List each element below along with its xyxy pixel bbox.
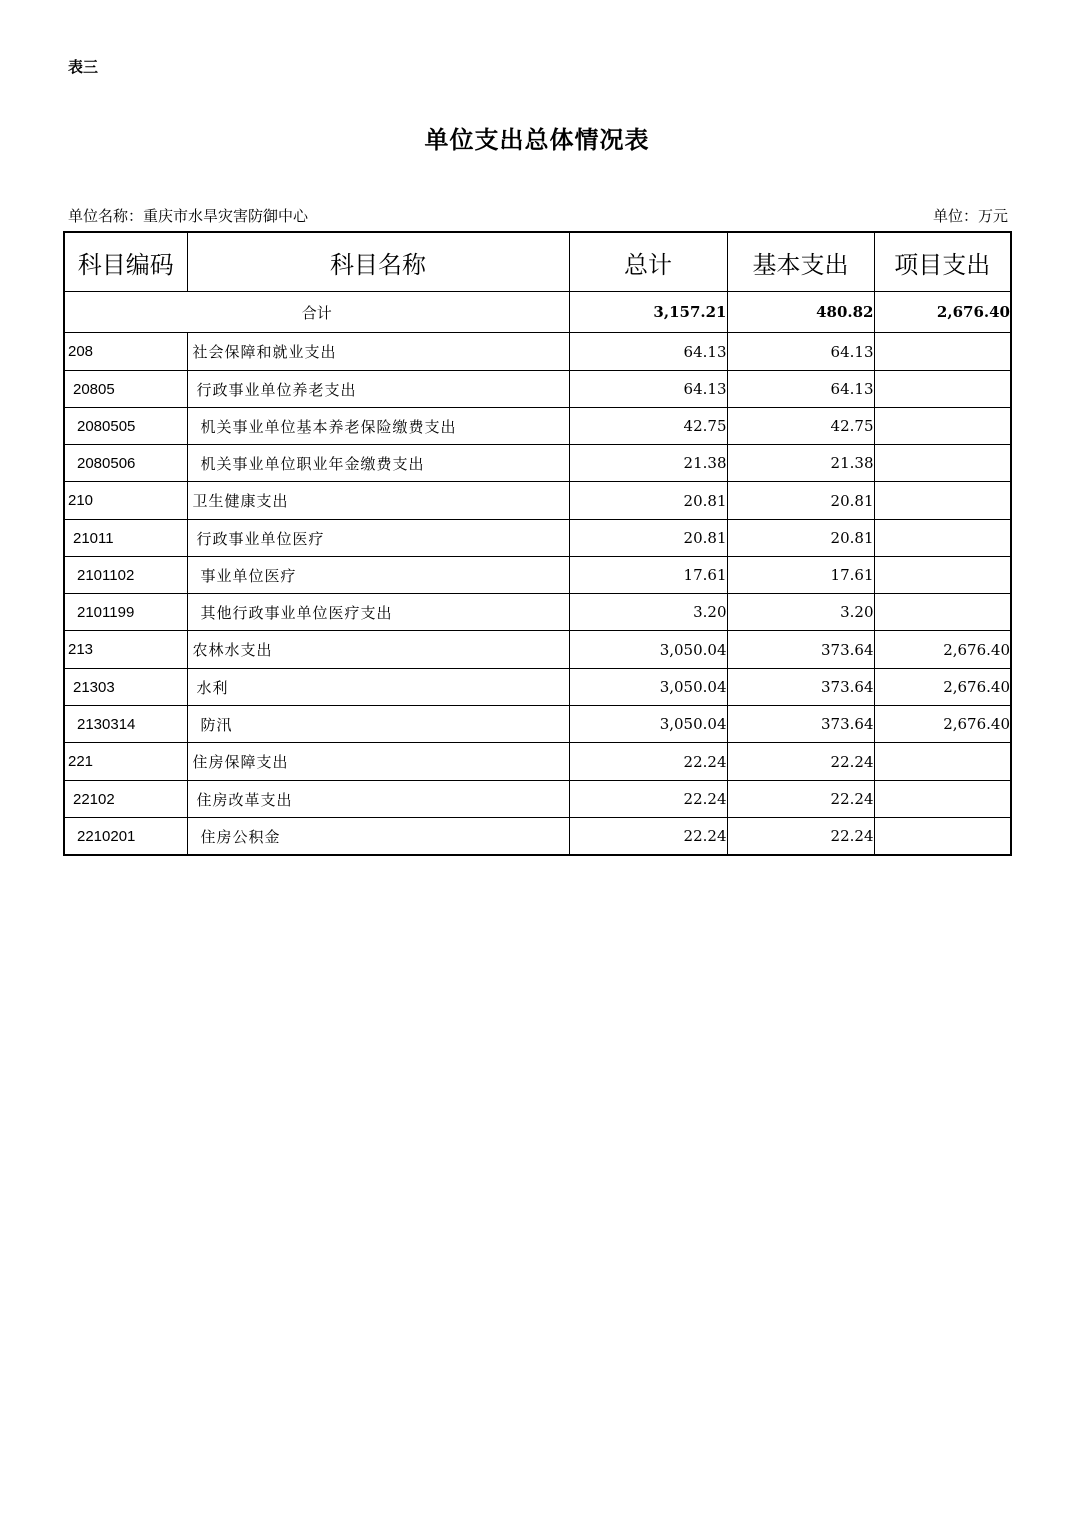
row-total: 64.13 bbox=[569, 371, 727, 408]
row-name: 防汛 bbox=[187, 706, 569, 743]
table-row bbox=[64, 482, 1011, 520]
row-project bbox=[874, 482, 1011, 520]
table-row bbox=[64, 818, 1011, 856]
table-row bbox=[64, 781, 1011, 818]
row-basic: 373.64 bbox=[727, 669, 874, 706]
row-total: 17.61 bbox=[569, 557, 727, 594]
row-total: 42.75 bbox=[569, 408, 727, 445]
row-basic: 373.64 bbox=[727, 631, 874, 669]
row-code: 2210201 bbox=[64, 818, 187, 856]
row-code: 208 bbox=[64, 333, 187, 371]
row-code: 20805 bbox=[64, 371, 187, 408]
table-row bbox=[64, 557, 1011, 594]
row-name: 社会保障和就业支出 bbox=[187, 333, 569, 371]
row-code: 221 bbox=[64, 743, 187, 781]
row-code: 21303 bbox=[64, 669, 187, 706]
row-name: 水利 bbox=[187, 669, 569, 706]
row-project bbox=[874, 557, 1011, 594]
row-code: 21011 bbox=[64, 520, 187, 557]
row-project bbox=[874, 408, 1011, 445]
table-row bbox=[64, 445, 1011, 482]
row-total: 22.24 bbox=[569, 743, 727, 781]
row-code: 2080506 bbox=[64, 445, 187, 482]
header-basic: 基本支出 bbox=[727, 232, 874, 292]
row-project bbox=[874, 781, 1011, 818]
total-row bbox=[64, 292, 1011, 333]
row-project bbox=[874, 371, 1011, 408]
row-total: 20.81 bbox=[569, 482, 727, 520]
table-row bbox=[64, 631, 1011, 669]
row-code: 210 bbox=[64, 482, 187, 520]
row-basic: 64.13 bbox=[727, 371, 874, 408]
row-project bbox=[874, 818, 1011, 856]
row-name: 机关事业单位基本养老保险缴费支出 bbox=[187, 408, 569, 445]
total-label: 合计 bbox=[64, 292, 569, 333]
header-name: 科目名称 bbox=[187, 232, 569, 292]
total-total: 3,157.21 bbox=[569, 292, 727, 333]
row-project: 2,676.40 bbox=[874, 706, 1011, 743]
row-basic: 17.61 bbox=[727, 557, 874, 594]
header-total: 总计 bbox=[569, 232, 727, 292]
row-total: 21.38 bbox=[569, 445, 727, 482]
row-project bbox=[874, 445, 1011, 482]
row-project bbox=[874, 333, 1011, 371]
row-total: 3,050.04 bbox=[569, 631, 727, 669]
row-name: 住房公积金 bbox=[187, 818, 569, 856]
row-name: 行政事业单位养老支出 bbox=[187, 371, 569, 408]
table-row bbox=[64, 371, 1011, 408]
table-row bbox=[64, 594, 1011, 631]
row-total: 3,050.04 bbox=[569, 706, 727, 743]
table-row bbox=[64, 743, 1011, 781]
row-project bbox=[874, 743, 1011, 781]
row-total: 22.24 bbox=[569, 818, 727, 856]
row-total: 20.81 bbox=[569, 520, 727, 557]
row-project bbox=[874, 520, 1011, 557]
table-row bbox=[64, 706, 1011, 743]
row-code: 2101102 bbox=[64, 557, 187, 594]
header-row bbox=[64, 232, 1011, 292]
row-project: 2,676.40 bbox=[874, 631, 1011, 669]
header-project: 项目支出 bbox=[874, 232, 1011, 292]
table-row bbox=[64, 520, 1011, 557]
row-name: 事业单位医疗 bbox=[187, 557, 569, 594]
unit-name: 单位名称：重庆市水旱灾害防御中心 bbox=[68, 207, 309, 225]
row-name: 农林水支出 bbox=[187, 631, 569, 669]
row-basic: 22.24 bbox=[727, 781, 874, 818]
total-basic: 480.82 bbox=[727, 292, 874, 333]
row-basic: 3.20 bbox=[727, 594, 874, 631]
row-basic: 373.64 bbox=[727, 706, 874, 743]
row-name: 其他行政事业单位医疗支出 bbox=[187, 594, 569, 631]
document-title: 单位支出总体情况表 bbox=[424, 125, 650, 154]
row-name: 卫生健康支出 bbox=[187, 482, 569, 520]
row-basic: 20.81 bbox=[727, 482, 874, 520]
unit-label: 单位：万元 bbox=[932, 207, 1008, 225]
table-row bbox=[64, 333, 1011, 371]
row-name: 行政事业单位医疗 bbox=[187, 520, 569, 557]
row-code: 22102 bbox=[64, 781, 187, 818]
row-basic: 20.81 bbox=[727, 520, 874, 557]
row-basic: 22.24 bbox=[727, 743, 874, 781]
header-code: 科目编码 bbox=[64, 232, 187, 292]
row-name: 机关事业单位职业年金缴费支出 bbox=[187, 445, 569, 482]
row-basic: 64.13 bbox=[727, 333, 874, 371]
total-project: 2,676.40 bbox=[874, 292, 1011, 333]
row-code: 2080505 bbox=[64, 408, 187, 445]
table-row bbox=[64, 408, 1011, 445]
row-name: 住房改革支出 bbox=[187, 781, 569, 818]
row-code: 2101199 bbox=[64, 594, 187, 631]
row-total: 22.24 bbox=[569, 781, 727, 818]
row-project: 2,676.40 bbox=[874, 669, 1011, 706]
row-total: 64.13 bbox=[569, 333, 727, 371]
table-row bbox=[64, 669, 1011, 706]
row-code: 2130314 bbox=[64, 706, 187, 743]
expenditure-table bbox=[63, 231, 1012, 856]
row-basic: 21.38 bbox=[727, 445, 874, 482]
row-name: 住房保障支出 bbox=[187, 743, 569, 781]
row-code: 213 bbox=[64, 631, 187, 669]
row-basic: 42.75 bbox=[727, 408, 874, 445]
row-total: 3,050.04 bbox=[569, 669, 727, 706]
row-total: 3.20 bbox=[569, 594, 727, 631]
row-project bbox=[874, 594, 1011, 631]
row-basic: 22.24 bbox=[727, 818, 874, 856]
table-number: 表三 bbox=[68, 58, 99, 76]
